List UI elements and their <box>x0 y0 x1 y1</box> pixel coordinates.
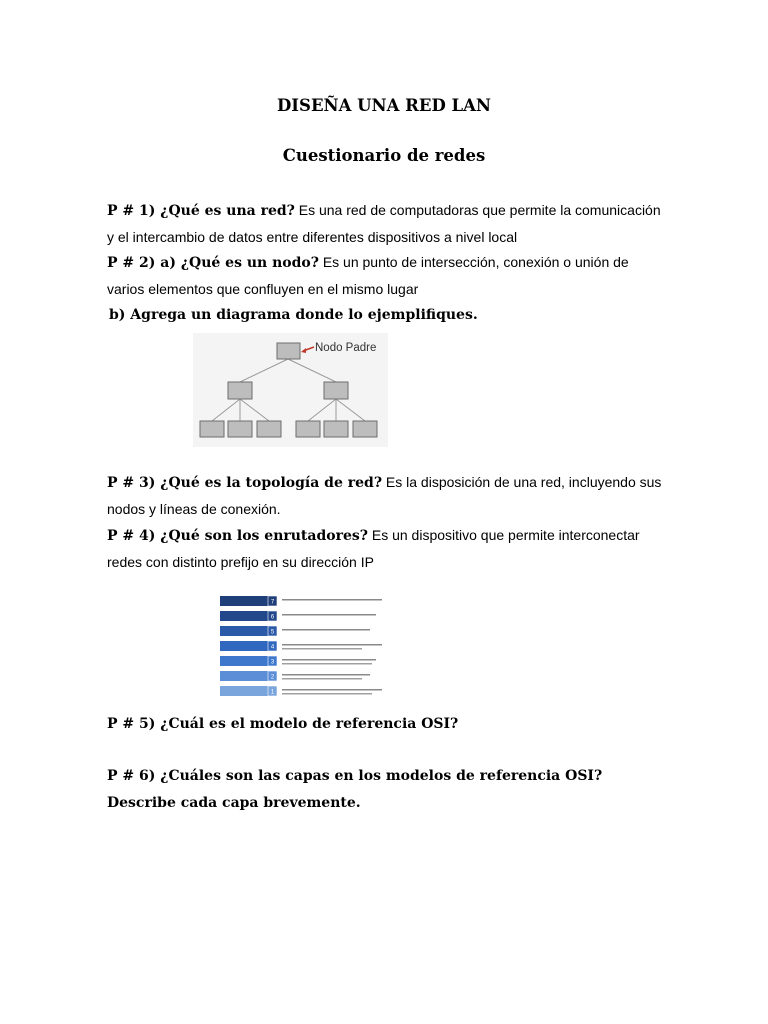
osi-layer-number: 7 <box>270 599 275 606</box>
document-subtitle: Cuestionario de redes <box>282 146 486 165</box>
osi-layer-description-line <box>282 674 370 676</box>
leaf-node <box>324 421 348 437</box>
osi-layer-number: 4 <box>270 644 275 651</box>
question-3-label: P # 3) ¿Qué es la topología de red? <box>107 475 383 491</box>
leaf-node <box>353 421 377 437</box>
osi-layer-description-line <box>282 659 376 661</box>
question-2a-answer: Es un punto de intersección, conexión o unión de varios elementos que confluyen en el mismo lugar <box>107 254 629 297</box>
leaf-node <box>200 421 224 437</box>
leaf-node <box>257 421 281 437</box>
osi-layer-description-line <box>282 629 370 631</box>
osi-layer-bar <box>220 671 268 681</box>
question-3-answer: Es la disposición de una red, incluyendo sus nodos y líneas de conexión. <box>107 474 662 517</box>
osi-layer-bar <box>220 626 268 636</box>
question-2a-label: P # 2) a) ¿Qué es un nodo? <box>107 255 319 271</box>
root-node-label: Nodo Padre <box>315 342 377 354</box>
osi-layer-number: 5 <box>270 629 275 636</box>
osi-layer-bar <box>220 656 268 666</box>
osi-layer-description-line <box>282 689 382 691</box>
osi-layer-description-line <box>282 614 376 616</box>
node-tree-diagram <box>193 333 388 447</box>
question-1-answer: Es una red de computadoras que permite la comunicación y el intercambio de datos entre diferentes dispositivos a nivel local <box>107 202 661 245</box>
osi-layer-description-line <box>282 648 362 650</box>
question-4-answer: Es un dispositivo que permite interconectar redes con distinto prefijo en su dirección IP <box>107 527 640 570</box>
osi-layer-description-line <box>282 644 382 646</box>
osi-layer-bar <box>220 686 268 696</box>
osi-layer-description-line <box>282 599 382 601</box>
osi-layer-number: 2 <box>270 674 275 681</box>
child-node-right <box>324 382 348 399</box>
question-1 <box>107 197 667 250</box>
osi-layers-figure <box>218 593 390 701</box>
root-node <box>277 343 300 359</box>
question-1-label: P # 1) ¿Qué es una red? <box>107 203 295 219</box>
question-5: P # 5) ¿Cuál es el modelo de referencia OSI? <box>107 716 459 732</box>
question-2a <box>107 249 667 302</box>
osi-layer-description-line <box>282 678 362 680</box>
osi-layer-number: 3 <box>270 659 275 666</box>
child-node-left <box>228 382 252 399</box>
osi-layer-description-line <box>282 693 372 695</box>
osi-layer-bar <box>220 641 268 651</box>
leaf-node <box>228 421 252 437</box>
leaf-node <box>296 421 320 437</box>
question-4-label: P # 4) ¿Qué son los enrutadores? <box>107 528 368 544</box>
osi-layer-bar <box>220 611 268 621</box>
document-title: DISEÑA UNA RED LAN <box>277 96 491 115</box>
question-6: P # 6) ¿Cuáles son las capas en los modelos de referencia OSI? Describe cada capa brevemente. <box>107 768 603 811</box>
osi-layer-number: 1 <box>270 689 275 696</box>
question-4 <box>107 522 667 575</box>
osi-layer-number: 6 <box>270 614 275 621</box>
question-3 <box>107 469 667 522</box>
osi-layer-bar <box>220 596 268 606</box>
osi-layer-description-line <box>282 663 372 665</box>
question-2b: b) Agrega un diagrama donde lo ejemplifiques. <box>109 307 478 323</box>
